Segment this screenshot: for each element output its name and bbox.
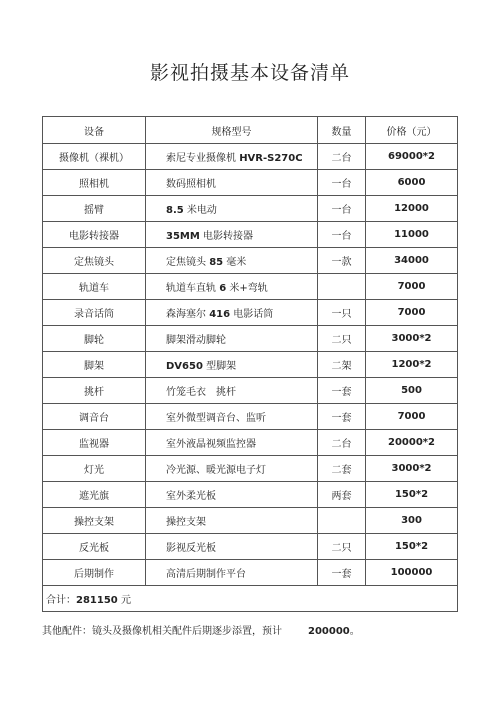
table-row bbox=[43, 144, 458, 170]
header-device: 设备 bbox=[43, 117, 146, 144]
total-cell bbox=[43, 586, 458, 612]
cell-spec bbox=[146, 404, 318, 430]
spec-text: 冷光源、暖光源电子灯 bbox=[166, 465, 266, 476]
cell-price: 34000 bbox=[366, 248, 458, 274]
cell-price: 3000*2 bbox=[366, 456, 458, 482]
header-price: 价格（元） bbox=[366, 117, 458, 144]
cell-spec bbox=[146, 352, 318, 378]
spec-text: 高清后期制作平台 bbox=[166, 569, 246, 580]
table-row bbox=[43, 300, 458, 326]
cell-qty: 两套 bbox=[318, 482, 366, 508]
table-row bbox=[43, 508, 458, 534]
cell-device: 后期制作 bbox=[43, 560, 146, 586]
cell-device: 脚架 bbox=[43, 352, 146, 378]
spec-model: HVR-S270C bbox=[239, 153, 303, 164]
other-accessories-note bbox=[42, 622, 360, 637]
total-unit: 元 bbox=[120, 595, 131, 606]
cell-price: 150*2 bbox=[366, 482, 458, 508]
cell-spec bbox=[146, 534, 318, 560]
table-row bbox=[43, 326, 458, 352]
table-row bbox=[43, 534, 458, 560]
cell-price: 6000 bbox=[366, 170, 458, 196]
spec-model: 6 bbox=[219, 283, 227, 294]
cell-price: 300 bbox=[366, 508, 458, 534]
cell-qty: 一台 bbox=[318, 222, 366, 248]
cell-device: 操控支架 bbox=[43, 508, 146, 534]
table-row bbox=[43, 456, 458, 482]
cell-qty: 一只 bbox=[318, 300, 366, 326]
cell-price: 7000 bbox=[366, 300, 458, 326]
header-qty: 数量 bbox=[318, 117, 366, 144]
cell-device: 调音台 bbox=[43, 404, 146, 430]
cell-qty: 一套 bbox=[318, 404, 366, 430]
cell-price: 100000 bbox=[366, 560, 458, 586]
cell-device: 照相机 bbox=[43, 170, 146, 196]
spec-suffix: 电影转接器 bbox=[199, 231, 254, 242]
table-row bbox=[43, 196, 458, 222]
table-row bbox=[43, 482, 458, 508]
spec-model: DV650 bbox=[166, 361, 203, 372]
cell-qty: 二套 bbox=[318, 456, 366, 482]
cell-price: 12000 bbox=[366, 196, 458, 222]
cell-device: 摇臂 bbox=[43, 196, 146, 222]
spec-text: 定焦镜头 bbox=[166, 257, 206, 268]
total-row bbox=[43, 586, 458, 612]
page-title: 影视拍摄基本设备清单 bbox=[149, 62, 350, 84]
cell-spec bbox=[146, 456, 318, 482]
table-row bbox=[43, 378, 458, 404]
spec-text: 操控支架 bbox=[166, 517, 206, 528]
cell-spec bbox=[146, 170, 318, 196]
cell-spec bbox=[146, 560, 318, 586]
cell-qty: 二台 bbox=[318, 144, 366, 170]
table-row bbox=[43, 170, 458, 196]
cell-spec bbox=[146, 196, 318, 222]
table-row bbox=[43, 404, 458, 430]
cell-device: 录音话筒 bbox=[43, 300, 146, 326]
spec-suffix: 型脚架 bbox=[202, 361, 237, 372]
equipment-table-body bbox=[43, 117, 458, 612]
table-row bbox=[43, 222, 458, 248]
spec-text: 室外柔光板 bbox=[166, 491, 216, 502]
spec-text: 室外液晶视频监控器 bbox=[166, 439, 256, 450]
spec-text: 脚架滑动脚轮 bbox=[166, 335, 226, 346]
cell-device: 监视器 bbox=[43, 430, 146, 456]
cell-device: 定焦镜头 bbox=[43, 248, 146, 274]
spec-text: 影视反光板 bbox=[166, 543, 216, 554]
cell-device: 遮光旗 bbox=[43, 482, 146, 508]
cell-device: 灯光 bbox=[43, 456, 146, 482]
cell-device: 挑杆 bbox=[43, 378, 146, 404]
cell-qty: 一套 bbox=[318, 560, 366, 586]
spec-suffix: 米电动 bbox=[183, 205, 217, 216]
note-amount: 200000 bbox=[308, 626, 350, 637]
spec-text: 室外微型调音台、监听 bbox=[166, 413, 266, 424]
total-label: 合计： bbox=[46, 595, 76, 606]
table-row bbox=[43, 560, 458, 586]
header-spec: 规格型号 bbox=[146, 117, 318, 144]
cell-qty: 二只 bbox=[318, 326, 366, 352]
spec-text: 数码照相机 bbox=[166, 179, 216, 190]
cell-device: 摄像机（裸机） bbox=[43, 144, 146, 170]
cell-qty: 一台 bbox=[318, 170, 366, 196]
cell-price: 150*2 bbox=[366, 534, 458, 560]
cell-price: 7000 bbox=[366, 274, 458, 300]
cell-qty: 二架 bbox=[318, 352, 366, 378]
cell-spec bbox=[146, 508, 318, 534]
cell-spec bbox=[146, 300, 318, 326]
spec-model: 8.5 bbox=[166, 205, 184, 216]
cell-device: 轨道车 bbox=[43, 274, 146, 300]
cell-price: 69000*2 bbox=[366, 144, 458, 170]
table-row bbox=[43, 352, 458, 378]
spec-model: 85 bbox=[209, 257, 224, 268]
spec-suffix: 毫米 bbox=[223, 257, 247, 268]
cell-spec bbox=[146, 378, 318, 404]
cell-device: 电影转接器 bbox=[43, 222, 146, 248]
table-header-row bbox=[43, 117, 458, 144]
cell-qty: 一款 bbox=[318, 248, 366, 274]
table-row bbox=[43, 430, 458, 456]
equipment-table bbox=[42, 116, 458, 612]
cell-qty bbox=[318, 274, 366, 300]
cell-spec bbox=[146, 222, 318, 248]
note-text: 其他配件：镜头及摄像机相关配件后期逐步添置，预计 bbox=[42, 626, 282, 637]
cell-spec bbox=[146, 326, 318, 352]
cell-price: 1200*2 bbox=[366, 352, 458, 378]
cell-price: 3000*2 bbox=[366, 326, 458, 352]
cell-spec bbox=[146, 430, 318, 456]
cell-price: 20000*2 bbox=[366, 430, 458, 456]
cell-qty bbox=[318, 508, 366, 534]
cell-qty: 一套 bbox=[318, 378, 366, 404]
spec-model: 416 bbox=[209, 309, 231, 320]
cell-spec bbox=[146, 248, 318, 274]
note-suffix: 。 bbox=[349, 626, 360, 637]
spec-text: 索尼专业摄像机 bbox=[166, 153, 236, 164]
cell-spec bbox=[146, 482, 318, 508]
spec-suffix: 电影话筒 bbox=[230, 309, 274, 320]
spec-model: 35MM bbox=[166, 231, 200, 242]
cell-qty: 一台 bbox=[318, 196, 366, 222]
cell-qty: 二只 bbox=[318, 534, 366, 560]
spec-text: 森海塞尔 bbox=[166, 309, 206, 320]
cell-spec bbox=[146, 274, 318, 300]
cell-device: 反光板 bbox=[43, 534, 146, 560]
total-amount: 281150 bbox=[76, 595, 118, 606]
spec-suffix: 米+弯轨 bbox=[226, 283, 268, 294]
spec-text: 轨道车直轨 bbox=[166, 283, 216, 294]
table-row bbox=[43, 248, 458, 274]
table-row bbox=[43, 274, 458, 300]
cell-spec bbox=[146, 144, 318, 170]
cell-device: 脚轮 bbox=[43, 326, 146, 352]
cell-price: 7000 bbox=[366, 404, 458, 430]
cell-price: 500 bbox=[366, 378, 458, 404]
cell-price: 11000 bbox=[366, 222, 458, 248]
cell-qty: 二台 bbox=[318, 430, 366, 456]
spec-text: 竹笼毛衣 挑杆 bbox=[166, 387, 236, 398]
